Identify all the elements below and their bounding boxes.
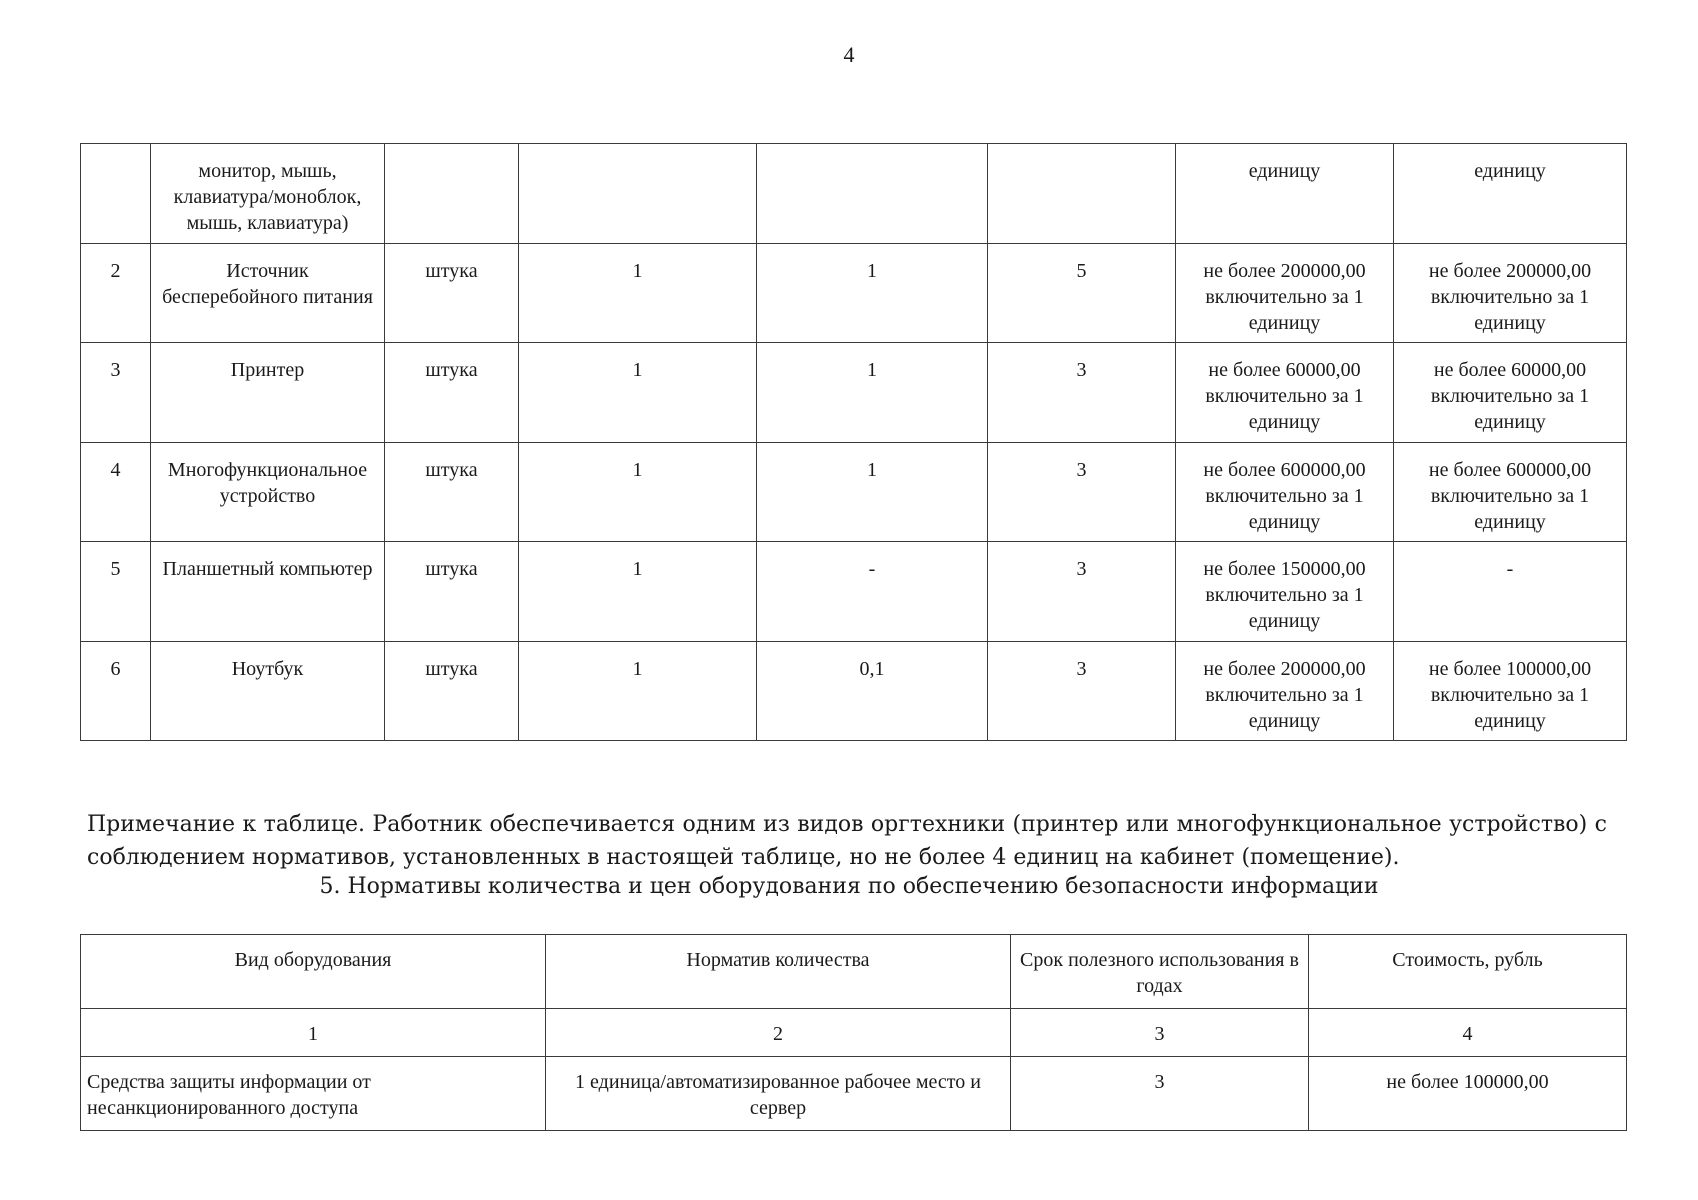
cell-name: монитор, мышь, клавиатура/моноблок, мышь, клавиатура) bbox=[151, 144, 385, 244]
table-row bbox=[81, 343, 1627, 443]
cell-c5: - bbox=[757, 542, 988, 642]
cell-quantity: 1 единица/автоматизированное рабочее место и сервер bbox=[546, 1057, 1011, 1131]
cell-unit: штука bbox=[385, 442, 519, 542]
cell-number: 6 bbox=[81, 641, 151, 741]
cell-c4: 1 bbox=[519, 641, 757, 741]
column-numbers-row bbox=[81, 1009, 1627, 1057]
cell-c4: 1 bbox=[519, 243, 757, 343]
cell-c8: не более 200000,00 включительно за 1 единицу bbox=[1394, 243, 1627, 343]
cell-name: Ноутбук bbox=[151, 641, 385, 741]
cell-c4: 1 bbox=[519, 343, 757, 443]
cell-c5: 1 bbox=[757, 343, 988, 443]
cell-unit: штука bbox=[385, 641, 519, 741]
page-number: 4 bbox=[843, 42, 855, 67]
cell-c4: 1 bbox=[519, 442, 757, 542]
cell-unit bbox=[385, 144, 519, 244]
cell-c6: 3 bbox=[988, 542, 1176, 642]
cell-c5: 1 bbox=[757, 243, 988, 343]
cell-c5: 1 bbox=[757, 442, 988, 542]
cell-c8: единицу bbox=[1394, 144, 1627, 244]
table-row bbox=[81, 442, 1627, 542]
cell-c7: не более 150000,00 включительно за 1 единицу bbox=[1176, 542, 1394, 642]
cell-name: Источник бесперебойного питания bbox=[151, 243, 385, 343]
cell-cost: не более 100000,00 bbox=[1309, 1057, 1627, 1131]
cell-c6: 3 bbox=[988, 343, 1176, 443]
cell-c7: не более 200000,00 включительно за 1 единицу bbox=[1176, 641, 1394, 741]
cell-number bbox=[81, 144, 151, 244]
cell-equipment: Средства защиты информации от несанкционированного доступа bbox=[81, 1057, 546, 1131]
table-row bbox=[81, 1057, 1627, 1131]
table-row bbox=[81, 144, 1627, 244]
security-equipment-table bbox=[80, 934, 1627, 1131]
table-row bbox=[81, 542, 1627, 642]
header-equipment: Вид оборудования bbox=[81, 935, 546, 1009]
cell-c7: не более 200000,00 включительно за 1 единицу bbox=[1176, 243, 1394, 343]
cell-c7: не более 600000,00 включительно за 1 единицу bbox=[1176, 442, 1394, 542]
cell-c8: не более 600000,00 включительно за 1 единицу bbox=[1394, 442, 1627, 542]
cell-c7: единицу bbox=[1176, 144, 1394, 244]
cell-c4: 1 bbox=[519, 542, 757, 642]
cell-c7: не более 60000,00 включительно за 1 единицу bbox=[1176, 343, 1394, 443]
table-header-row bbox=[81, 935, 1627, 1009]
cell-name: Планшетный компьютер bbox=[151, 542, 385, 642]
cell-name: Принтер bbox=[151, 343, 385, 443]
header-quantity: Норматив количества bbox=[546, 935, 1011, 1009]
cell-number: 3 bbox=[81, 343, 151, 443]
cell-number: 2 bbox=[81, 243, 151, 343]
cell-unit: штука bbox=[385, 243, 519, 343]
column-number: 3 bbox=[1011, 1009, 1309, 1057]
cell-name: Многофункциональное устройство bbox=[151, 442, 385, 542]
cell-number: 5 bbox=[81, 542, 151, 642]
cell-term: 3 bbox=[1011, 1057, 1309, 1131]
cell-c6: 3 bbox=[988, 641, 1176, 741]
cell-number: 4 bbox=[81, 442, 151, 542]
cell-unit: штука bbox=[385, 542, 519, 642]
table-row bbox=[81, 243, 1627, 343]
header-term: Срок полезного использования в годах bbox=[1011, 935, 1309, 1009]
section-title: 5. Нормативы количества и цен оборудования по обеспечению безопасности информации bbox=[319, 874, 1379, 899]
column-number: 4 bbox=[1309, 1009, 1627, 1057]
cell-c5 bbox=[757, 144, 988, 244]
cell-c5: 0,1 bbox=[757, 641, 988, 741]
column-number: 1 bbox=[81, 1009, 546, 1057]
cell-unit: штука bbox=[385, 343, 519, 443]
table-row bbox=[81, 641, 1627, 741]
header-cost: Стоимость, рубль bbox=[1309, 935, 1627, 1009]
cell-c6: 5 bbox=[988, 243, 1176, 343]
cell-c8: - bbox=[1394, 542, 1627, 642]
cell-c6 bbox=[988, 144, 1176, 244]
cell-c6: 3 bbox=[988, 442, 1176, 542]
table-note: Примечание к таблице. Работник обеспечивается одним из видов оргтехники (принтер или многофункциональное устройство) с соблюдением нормативов, установленных в настоящей таблице, но не более 4 единиц на кабинет (помещение). bbox=[87, 812, 1607, 870]
cell-c4 bbox=[519, 144, 757, 244]
column-number: 2 bbox=[546, 1009, 1011, 1057]
equipment-norms-table bbox=[80, 143, 1627, 741]
cell-c8: не более 60000,00 включительно за 1 единицу bbox=[1394, 343, 1627, 443]
cell-c8: не более 100000,00 включительно за 1 единицу bbox=[1394, 641, 1627, 741]
